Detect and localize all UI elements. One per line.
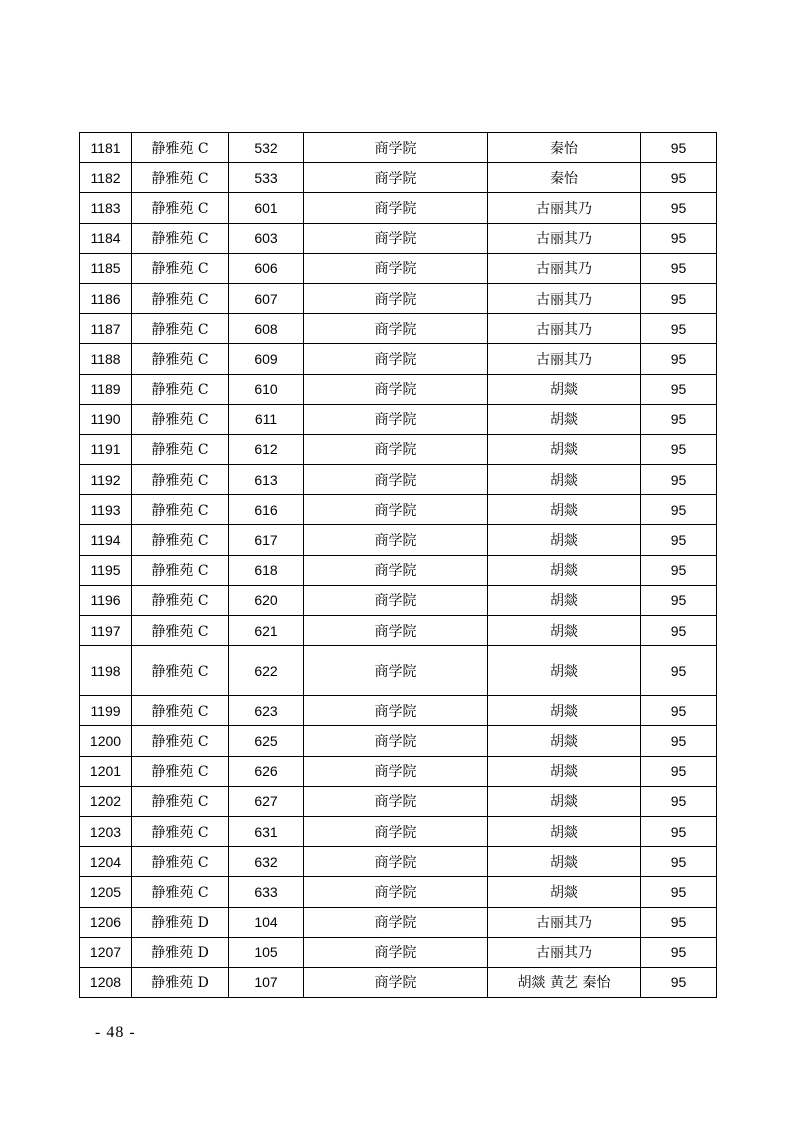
row-number-cell: 1206 — [80, 907, 132, 937]
score-cell: 95 — [641, 585, 717, 615]
teacher-cell: 胡燚 — [488, 374, 641, 404]
table-row — [80, 907, 717, 937]
teacher-cell: 胡燚 — [488, 465, 641, 495]
room-number-cell: 623 — [229, 696, 304, 726]
score-cell: 95 — [641, 616, 717, 646]
teacher-cell: 胡燚 黄艺 秦怡 — [488, 967, 641, 997]
room-number-cell: 607 — [229, 283, 304, 313]
college-cell: 商学院 — [304, 555, 488, 585]
room-number-cell: 608 — [229, 314, 304, 344]
score-cell: 95 — [641, 646, 717, 696]
building-cell: 静雅苑 C — [132, 847, 229, 877]
college-cell: 商学院 — [304, 786, 488, 816]
table-row — [80, 163, 717, 193]
row-number-cell: 1200 — [80, 726, 132, 756]
table-row — [80, 585, 717, 615]
score-cell: 95 — [641, 907, 717, 937]
college-cell: 商学院 — [304, 223, 488, 253]
score-cell: 95 — [641, 877, 717, 907]
row-number-cell: 1203 — [80, 816, 132, 846]
row-number-cell: 1197 — [80, 616, 132, 646]
table-row — [80, 404, 717, 434]
row-number-cell: 1207 — [80, 937, 132, 967]
row-number-cell: 1198 — [80, 646, 132, 696]
score-cell: 95 — [641, 786, 717, 816]
room-number-cell: 606 — [229, 253, 304, 283]
college-cell: 商学院 — [304, 585, 488, 615]
table-row — [80, 877, 717, 907]
row-number-cell: 1190 — [80, 404, 132, 434]
building-cell: 静雅苑 C — [132, 726, 229, 756]
room-number-cell: 105 — [229, 937, 304, 967]
room-number-cell: 104 — [229, 907, 304, 937]
row-number-cell: 1202 — [80, 786, 132, 816]
building-cell: 静雅苑 D — [132, 967, 229, 997]
table-row — [80, 283, 717, 313]
room-number-cell: 633 — [229, 877, 304, 907]
score-cell: 95 — [641, 525, 717, 555]
college-cell: 商学院 — [304, 937, 488, 967]
room-number-cell: 621 — [229, 616, 304, 646]
score-cell: 95 — [641, 163, 717, 193]
table-row — [80, 646, 717, 696]
table-body — [80, 133, 717, 998]
building-cell: 静雅苑 C — [132, 646, 229, 696]
table-row — [80, 847, 717, 877]
teacher-cell: 胡燚 — [488, 495, 641, 525]
college-cell: 商学院 — [304, 495, 488, 525]
building-cell: 静雅苑 C — [132, 434, 229, 464]
score-cell: 95 — [641, 223, 717, 253]
table-row — [80, 253, 717, 283]
row-number-cell: 1186 — [80, 283, 132, 313]
college-cell: 商学院 — [304, 465, 488, 495]
score-cell: 95 — [641, 193, 717, 223]
room-number-cell: 617 — [229, 525, 304, 555]
score-cell: 95 — [641, 283, 717, 313]
teacher-cell: 胡燚 — [488, 646, 641, 696]
row-number-cell: 1196 — [80, 585, 132, 615]
teacher-cell: 胡燚 — [488, 555, 641, 585]
row-number-cell: 1195 — [80, 555, 132, 585]
table-row — [80, 696, 717, 726]
row-number-cell: 1181 — [80, 133, 132, 163]
college-cell: 商学院 — [304, 616, 488, 646]
table-row — [80, 314, 717, 344]
row-number-cell: 1184 — [80, 223, 132, 253]
teacher-cell: 胡燚 — [488, 847, 641, 877]
building-cell: 静雅苑 C — [132, 756, 229, 786]
table-row — [80, 374, 717, 404]
building-cell: 静雅苑 C — [132, 555, 229, 585]
table-row — [80, 223, 717, 253]
score-cell: 95 — [641, 756, 717, 786]
score-cell: 95 — [641, 847, 717, 877]
college-cell: 商学院 — [304, 907, 488, 937]
score-cell: 95 — [641, 133, 717, 163]
score-cell: 95 — [641, 465, 717, 495]
room-number-cell: 611 — [229, 404, 304, 434]
score-cell: 95 — [641, 374, 717, 404]
building-cell: 静雅苑 C — [132, 696, 229, 726]
building-cell: 静雅苑 C — [132, 133, 229, 163]
building-cell: 静雅苑 C — [132, 223, 229, 253]
score-cell: 95 — [641, 816, 717, 846]
college-cell: 商学院 — [304, 283, 488, 313]
row-number-cell: 1191 — [80, 434, 132, 464]
page-number: - 48 - — [95, 1024, 136, 1041]
teacher-cell: 胡燚 — [488, 786, 641, 816]
room-number-cell: 613 — [229, 465, 304, 495]
table-row — [80, 616, 717, 646]
teacher-cell: 古丽其乃 — [488, 283, 641, 313]
teacher-cell: 胡燚 — [488, 434, 641, 464]
teacher-cell: 秦怡 — [488, 133, 641, 163]
row-number-cell: 1192 — [80, 465, 132, 495]
row-number-cell: 1194 — [80, 525, 132, 555]
row-number-cell: 1199 — [80, 696, 132, 726]
teacher-cell: 胡燚 — [488, 404, 641, 434]
building-cell: 静雅苑 D — [132, 907, 229, 937]
teacher-cell: 胡燚 — [488, 877, 641, 907]
college-cell: 商学院 — [304, 404, 488, 434]
teacher-cell: 古丽其乃 — [488, 907, 641, 937]
college-cell: 商学院 — [304, 646, 488, 696]
row-number-cell: 1189 — [80, 374, 132, 404]
teacher-cell: 古丽其乃 — [488, 253, 641, 283]
score-cell: 95 — [641, 967, 717, 997]
table-row — [80, 816, 717, 846]
row-number-cell: 1183 — [80, 193, 132, 223]
room-number-cell: 616 — [229, 495, 304, 525]
college-cell: 商学院 — [304, 253, 488, 283]
building-cell: 静雅苑 C — [132, 525, 229, 555]
table-row — [80, 495, 717, 525]
building-cell: 静雅苑 C — [132, 253, 229, 283]
building-cell: 静雅苑 C — [132, 283, 229, 313]
room-number-cell: 627 — [229, 786, 304, 816]
college-cell: 商学院 — [304, 374, 488, 404]
room-number-cell: 622 — [229, 646, 304, 696]
college-cell: 商学院 — [304, 847, 488, 877]
teacher-cell: 秦怡 — [488, 163, 641, 193]
score-cell: 95 — [641, 555, 717, 585]
building-cell: 静雅苑 C — [132, 344, 229, 374]
teacher-cell: 古丽其乃 — [488, 223, 641, 253]
table-row — [80, 726, 717, 756]
room-number-cell: 107 — [229, 967, 304, 997]
college-cell: 商学院 — [304, 314, 488, 344]
table-row — [80, 786, 717, 816]
row-number-cell: 1188 — [80, 344, 132, 374]
score-cell: 95 — [641, 495, 717, 525]
college-cell: 商学院 — [304, 193, 488, 223]
row-number-cell: 1193 — [80, 495, 132, 525]
row-number-cell: 1185 — [80, 253, 132, 283]
college-cell: 商学院 — [304, 133, 488, 163]
college-cell: 商学院 — [304, 163, 488, 193]
college-cell: 商学院 — [304, 525, 488, 555]
building-cell: 静雅苑 C — [132, 163, 229, 193]
table-row — [80, 555, 717, 585]
teacher-cell: 胡燚 — [488, 616, 641, 646]
table-row — [80, 133, 717, 163]
room-number-cell: 625 — [229, 726, 304, 756]
building-cell: 静雅苑 C — [132, 465, 229, 495]
room-number-cell: 618 — [229, 555, 304, 585]
college-cell: 商学院 — [304, 434, 488, 464]
teacher-cell: 胡燚 — [488, 696, 641, 726]
college-cell: 商学院 — [304, 696, 488, 726]
row-number-cell: 1182 — [80, 163, 132, 193]
table-row — [80, 967, 717, 997]
teacher-cell: 古丽其乃 — [488, 937, 641, 967]
score-cell: 95 — [641, 404, 717, 434]
table-row — [80, 525, 717, 555]
college-cell: 商学院 — [304, 756, 488, 786]
score-cell: 95 — [641, 434, 717, 464]
room-number-cell: 532 — [229, 133, 304, 163]
room-number-cell: 632 — [229, 847, 304, 877]
score-cell: 95 — [641, 344, 717, 374]
building-cell: 静雅苑 C — [132, 877, 229, 907]
teacher-cell: 胡燚 — [488, 756, 641, 786]
college-cell: 商学院 — [304, 344, 488, 374]
building-cell: 静雅苑 C — [132, 786, 229, 816]
room-number-cell: 610 — [229, 374, 304, 404]
score-cell: 95 — [641, 696, 717, 726]
room-number-cell: 601 — [229, 193, 304, 223]
building-cell: 静雅苑 C — [132, 616, 229, 646]
building-cell: 静雅苑 C — [132, 374, 229, 404]
teacher-cell: 胡燚 — [488, 525, 641, 555]
building-cell: 静雅苑 C — [132, 193, 229, 223]
building-cell: 静雅苑 C — [132, 495, 229, 525]
college-cell: 商学院 — [304, 877, 488, 907]
score-cell: 95 — [641, 314, 717, 344]
building-cell: 静雅苑 C — [132, 585, 229, 615]
table-row — [80, 193, 717, 223]
building-cell: 静雅苑 C — [132, 816, 229, 846]
row-number-cell: 1187 — [80, 314, 132, 344]
college-cell: 商学院 — [304, 726, 488, 756]
room-number-cell: 631 — [229, 816, 304, 846]
room-number-cell: 620 — [229, 585, 304, 615]
room-number-cell: 533 — [229, 163, 304, 193]
teacher-cell: 胡燚 — [488, 816, 641, 846]
building-cell: 静雅苑 D — [132, 937, 229, 967]
room-number-cell: 603 — [229, 223, 304, 253]
room-number-cell: 626 — [229, 756, 304, 786]
row-number-cell: 1208 — [80, 967, 132, 997]
college-cell: 商学院 — [304, 967, 488, 997]
table-row — [80, 465, 717, 495]
college-cell: 商学院 — [304, 816, 488, 846]
score-cell: 95 — [641, 937, 717, 967]
score-cell: 95 — [641, 726, 717, 756]
building-cell: 静雅苑 C — [132, 404, 229, 434]
table-row — [80, 937, 717, 967]
teacher-cell: 胡燚 — [488, 726, 641, 756]
teacher-cell: 古丽其乃 — [488, 193, 641, 223]
row-number-cell: 1204 — [80, 847, 132, 877]
row-number-cell: 1205 — [80, 877, 132, 907]
score-cell: 95 — [641, 253, 717, 283]
teacher-cell: 胡燚 — [488, 585, 641, 615]
table-row — [80, 344, 717, 374]
row-number-cell: 1201 — [80, 756, 132, 786]
room-number-cell: 609 — [229, 344, 304, 374]
dormitory-score-table — [79, 132, 717, 998]
teacher-cell: 古丽其乃 — [488, 344, 641, 374]
teacher-cell: 古丽其乃 — [488, 314, 641, 344]
table-row — [80, 756, 717, 786]
table-row — [80, 434, 717, 464]
room-number-cell: 612 — [229, 434, 304, 464]
building-cell: 静雅苑 C — [132, 314, 229, 344]
